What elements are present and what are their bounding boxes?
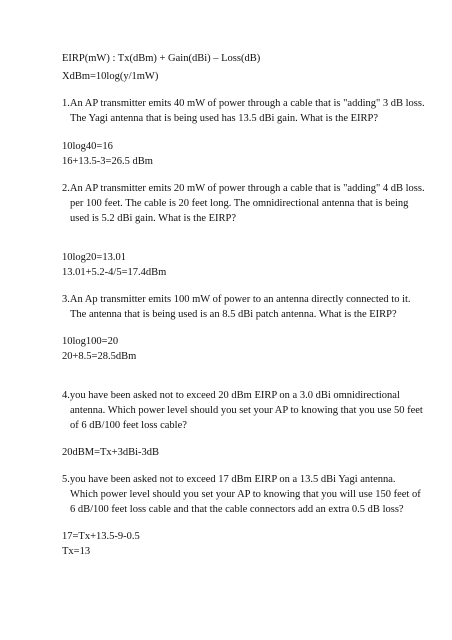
dbm-formula: XdBm=10log(y/1mW) (62, 71, 159, 82)
question-2-line-2: per 100 feet. The cable is 20 feet long. The omnidirectional antenna that is being (70, 198, 409, 209)
question-2-line-1: 2.An AP transmitter emits 20 mW of power through a cable that is "adding" 4 dB loss. (62, 183, 425, 194)
answer-5-line-2: Tx=13 (62, 546, 91, 557)
answer-5-line-1: 17=Tx+13.5-9-0.5 (62, 531, 140, 542)
question-2-line-3: used is 5.2 dBi gain. What is the EIRP? (70, 213, 237, 224)
answer-1-line-1: 10log40=16 (62, 141, 113, 152)
answer-2-line-1: 10log20=13.01 (62, 252, 126, 263)
question-5-line-2: Which power level should you set your AP to knowing that you will use 150 feet of (70, 489, 421, 500)
question-3-line-1: 3.An Ap transmitter emits 100 mW of power to an antenna directly connected to it. (62, 294, 411, 305)
question-4-line-1: 4.you have been asked not to exceed 20 dBm EIRP on a 3.0 dBi omnidirectional (62, 390, 400, 401)
answer-1-line-2: 16+13.5-3=26.5 dBm (62, 156, 153, 167)
question-1-line-1: 1.An AP transmitter emits 40 mW of power through a cable that is "adding" 3 dB loss. (62, 98, 425, 109)
question-3-line-2: The antenna that is being used is an 8.5 dBi patch antenna. What is the EIRP? (70, 309, 397, 320)
answer-2-line-2: 13.01+5.2-4/5=17.4dBm (62, 267, 167, 278)
question-1-line-2: The Yagi antenna that is being used has 13.5 dBi gain. What is the EIRP? (70, 113, 379, 124)
question-4-line-2: antenna. Which power level should you set your AP to knowing that you use 50 feet (70, 405, 423, 416)
answer-3-line-1: 10log100=20 (62, 336, 119, 347)
question-5-line-1: 5.you have been asked not to exceed 17 dBm EIRP on a 13.5 dBi Yagi antenna. (62, 474, 396, 485)
answer-4-line-1: 20dBM=Tx+3dBi-3dB (62, 447, 160, 458)
eirp-formula: EIRP(mW) : Tx(dBm) + Gain(dBi) – Loss(dB) (62, 53, 261, 64)
answer-3-line-2: 20+8.5=28.5dBm (62, 351, 137, 362)
question-4-line-3: of 6 dB/100 feet loss cable? (70, 420, 187, 431)
question-5-line-3: 6 dB/100 feet loss cable and that the cable connectors add an extra 0.5 dB loss? (70, 504, 404, 515)
